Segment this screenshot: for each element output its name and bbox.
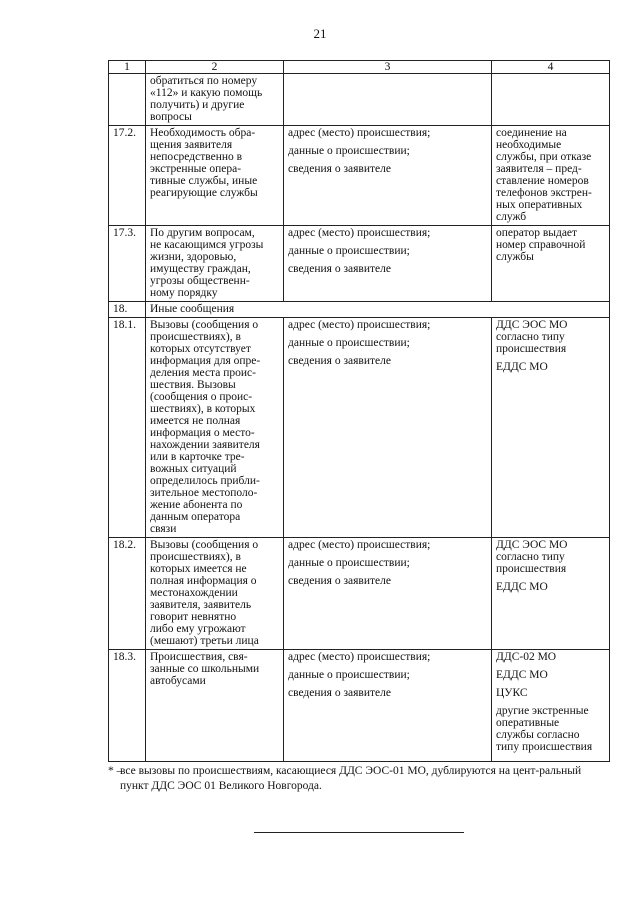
cell-text-line: информация о место-	[150, 427, 255, 439]
info-cell	[284, 538, 492, 650]
description-cell	[146, 302, 610, 318]
cell-text-line: ЦУКС	[496, 687, 528, 699]
cell-text-line: тивные службы, иные	[150, 175, 258, 187]
cell-text-line: либо ему угрожают	[150, 623, 246, 635]
header-cell: 2	[146, 61, 284, 74]
cell-text-line: службы согласно	[496, 729, 580, 741]
service-group	[496, 687, 605, 699]
cell-text-line: данные о происшествии;	[288, 557, 410, 569]
cell-text-line: согласно типу	[496, 551, 565, 563]
row-number-cell: 18.	[109, 302, 146, 318]
cell-text-line: или в карточке тре-	[150, 451, 245, 463]
cell-text-line: не касающимся угрозы	[150, 239, 264, 251]
cell-text-line: телефонов экстрен-	[496, 187, 592, 199]
cell-text-line: (сообщения о проис-	[150, 391, 253, 403]
cell-text-line: происшествиях), в	[150, 551, 241, 563]
cell-text-line: данные о происшествии;	[288, 145, 410, 157]
row-number-cell: 18.2.	[109, 538, 146, 650]
info-cell	[284, 126, 492, 226]
cell-text-line: ЕДДС МО	[496, 669, 548, 681]
table-row	[109, 318, 610, 538]
row-number-cell: 17.2.	[109, 126, 146, 226]
description-cell	[146, 74, 284, 126]
service-group	[496, 319, 605, 355]
row-number-cell: 18.3.	[109, 650, 146, 762]
cell-text-line: служб	[496, 211, 527, 223]
cell-text-line: сведения о заявителе	[288, 687, 391, 699]
action-cell	[492, 538, 610, 650]
cell-text-line: оперативные	[496, 717, 560, 729]
cell-text-line: адрес (место) происшествия;	[288, 227, 431, 239]
cell-text-line: экстренные опера-	[150, 163, 242, 175]
info-cell	[284, 650, 492, 762]
cell-text-line: происшествия	[496, 563, 567, 575]
cell-text-line: деления места проис-	[150, 367, 256, 379]
cell-text-line: данные о происшествии;	[288, 669, 410, 681]
cell-text-line: вопросы	[150, 111, 192, 123]
cell-text-line: обратиться по номеру	[150, 75, 258, 87]
table-row	[109, 302, 610, 318]
cell-text-line: данные о происшествии;	[288, 337, 410, 349]
cell-text-line: вожных ситуаций	[150, 463, 237, 475]
cell-text-line: адрес (место) происшествия;	[288, 319, 431, 331]
cell-text-line: сведения о заявителе	[288, 263, 391, 275]
cell-text-line: типу происшествия	[496, 741, 593, 753]
cell-text-line: получить) и другие	[150, 99, 245, 111]
cell-text-line: сведения о заявителе	[288, 163, 391, 175]
cell-text-line: другие экстренные	[496, 705, 589, 717]
cell-text-line: согласно типу	[496, 331, 565, 343]
cell-text-line: Вызовы (сообщения о	[150, 319, 259, 331]
cell-text-line: Необходимость обра-	[150, 127, 256, 139]
cell-text-line: По другим вопросам,	[150, 227, 255, 239]
footnote-mark: * –	[108, 765, 123, 777]
signature-divider	[254, 832, 464, 833]
cell-text-line: ных оперативных	[496, 199, 583, 211]
cell-text-line: говорит невнятно	[150, 611, 237, 623]
cell-text-line: ДДС-02 МО	[496, 651, 557, 663]
cell-text-line: службы	[496, 251, 534, 263]
cell-text-line: реагирующие службы	[150, 187, 258, 199]
table-header-row	[109, 61, 610, 74]
cell-text-line: заявителя – пред-	[496, 163, 582, 175]
cell-text-line: Происшествия, свя-	[150, 651, 248, 663]
page-number: 21	[313, 26, 327, 41]
cell-text-line: информация для опре-	[150, 355, 261, 367]
action-cell	[492, 318, 610, 538]
cell-text-line: ДДС ЭОС МО	[496, 319, 568, 331]
cell-text-line: адрес (место) происшествия;	[288, 651, 431, 663]
cell-text-line: жение абонента по	[150, 499, 243, 511]
service-group	[496, 705, 605, 753]
row-number-cell	[109, 74, 146, 126]
service-group	[496, 669, 605, 681]
cell-text-line: «112» и какую помощь	[150, 87, 263, 99]
cell-text-line: ставление номеров	[496, 175, 589, 187]
cell-text-line: щения заявителя	[150, 139, 233, 151]
table-row	[109, 74, 610, 126]
cell-text-line: автобусами	[150, 675, 206, 687]
action-cell	[492, 126, 610, 226]
cell-text-line: полная информация о	[150, 575, 257, 587]
document-table	[108, 60, 610, 762]
cell-text-line: шествия. Вызовы	[150, 379, 236, 391]
action-cell	[492, 74, 610, 126]
action-cell	[492, 226, 610, 302]
cell-text-line: ЕДДС МО	[496, 581, 548, 593]
cell-text-line: необходимые	[496, 139, 562, 151]
service-group	[496, 581, 605, 593]
table-row	[109, 126, 610, 226]
cell-text-line: оператор выдает	[496, 227, 578, 239]
row-number-cell: 17.3.	[109, 226, 146, 302]
table-row	[109, 226, 610, 302]
info-cell	[284, 226, 492, 302]
description-cell	[146, 318, 284, 538]
cell-text-line: соединение на	[496, 127, 567, 139]
table-row	[109, 650, 610, 762]
cell-text-line: (мешают) третьи лица	[150, 635, 259, 647]
cell-text-line: местонахождении	[150, 587, 238, 599]
cell-text-line: данные о происшествии;	[288, 245, 410, 257]
cell-text-line: ЕДДС МО	[496, 361, 548, 373]
description-cell	[146, 126, 284, 226]
description-cell	[146, 538, 284, 650]
cell-text-line: непосредственно в	[150, 151, 243, 163]
cell-text-line: угрозы общественн-	[150, 275, 250, 287]
service-group	[496, 539, 605, 575]
cell-text-line: данным оператора	[150, 511, 241, 523]
table-row	[109, 538, 610, 650]
cell-text-line: адрес (место) происшествия;	[288, 127, 431, 139]
cell-text-line: Вызовы (сообщения о	[150, 539, 259, 551]
cell-text-line: Иные сообщения	[150, 303, 235, 315]
cell-text-line: зительное местополо-	[150, 487, 258, 499]
cell-text-line: нахождении заявителя	[150, 439, 260, 451]
cell-text-line: заявителя, заявитель	[150, 599, 252, 611]
cell-text-line: сведения о заявителе	[288, 355, 391, 367]
cell-text-line: службы, при отказе	[496, 151, 592, 163]
description-cell	[146, 650, 284, 762]
description-cell	[146, 226, 284, 302]
service-group	[496, 361, 605, 373]
cell-text-line: имеется не полная	[150, 415, 241, 427]
cell-text-line: номер справочной	[496, 239, 586, 251]
cell-text-line: ному порядку	[150, 287, 218, 299]
cell-text-line: определилось прибли-	[150, 475, 260, 487]
cell-text-line: имуществу граждан,	[150, 263, 251, 275]
header-cell: 4	[492, 61, 610, 74]
cell-text-line: сведения о заявителе	[288, 575, 391, 587]
row-number-cell: 18.1.	[109, 318, 146, 538]
info-cell	[284, 318, 492, 538]
header-cell: 1	[109, 61, 146, 74]
cell-text-line: которых отсутствует	[150, 343, 251, 355]
service-group	[496, 651, 605, 663]
cell-text-line: шествиях), в которых	[150, 403, 256, 415]
info-cell	[284, 74, 492, 126]
cell-text-line: занные со школьными	[150, 663, 260, 675]
cell-text-line: жизни, здоровью,	[150, 251, 237, 263]
action-cell	[492, 650, 610, 762]
cell-text-line: ДДС ЭОС МО	[496, 539, 568, 551]
header-cell: 3	[284, 61, 492, 74]
cell-text-line: которых имеется не	[150, 563, 247, 575]
cell-text-line: происшествиях), в	[150, 331, 241, 343]
cell-text-line: адрес (место) происшествия;	[288, 539, 431, 551]
footnote-text: все вызовы по происшествиям, касающиеся ДДС ЭОС-01 МО, дублируются на цент-ральный пункт ДДС ЭОС 01 Великого Новгорода.	[120, 765, 582, 792]
cell-text-line: связи	[150, 523, 177, 535]
cell-text-line: происшествия	[496, 343, 567, 355]
